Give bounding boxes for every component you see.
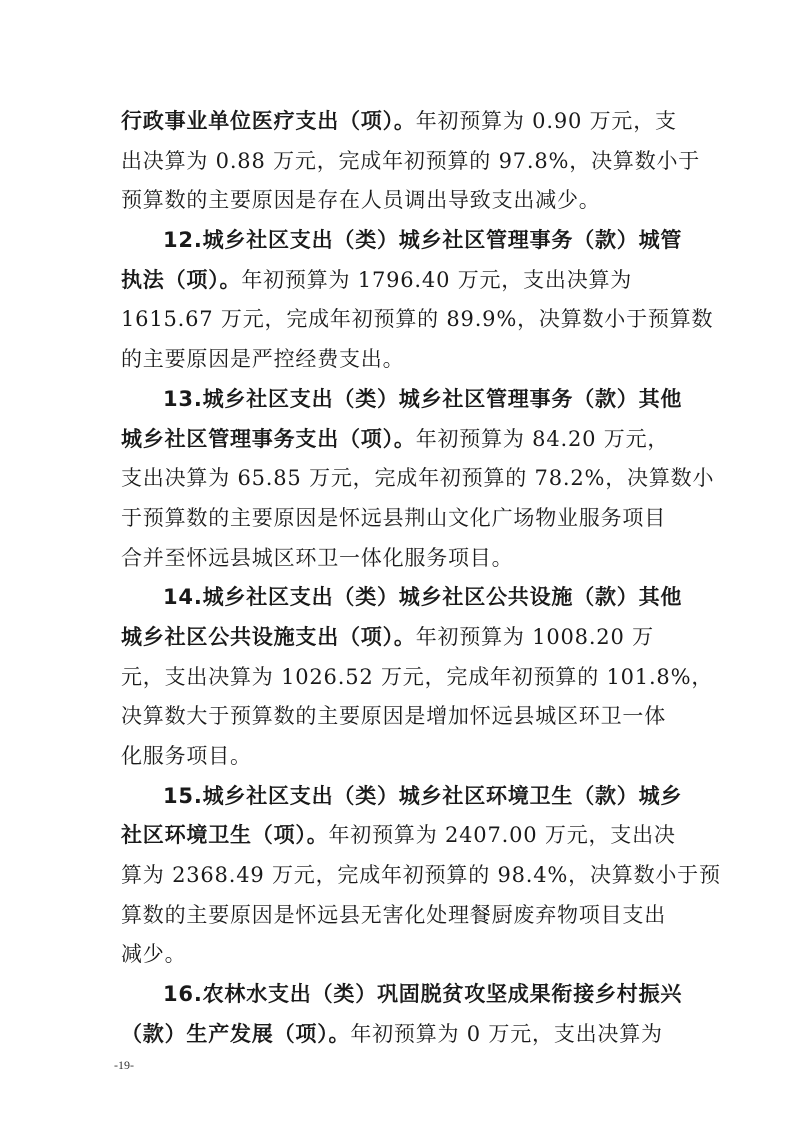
body-text-segment: 出决算为 0.88 万元，完成年初预算的 97.8%，决算数小于 xyxy=(121,148,701,173)
text-line xyxy=(121,935,681,975)
bold-heading-text: 城乡社区管理事务支出（项）。 xyxy=(121,426,416,451)
text-line xyxy=(121,261,681,301)
body-text-segment: 合并至怀远县城区环卫一体化服务项目。 xyxy=(121,545,514,570)
bold-heading-text: （款）生产发展（项）。 xyxy=(121,1021,351,1046)
text-line xyxy=(121,539,681,579)
body-text-segment: 年初预算为 84.20 万元， xyxy=(415,426,670,451)
body-text-segment: 1615.67 万元，完成年初预算的 89.9%，决算数小于预算数 xyxy=(121,307,714,332)
body-text-segment: 年初预算为 0.90 万元，支 xyxy=(415,109,677,133)
text-line xyxy=(121,856,721,896)
bold-heading-text: 14.城乡社区支出（类）城乡社区公共设施（款）其他 xyxy=(163,585,683,610)
text-line xyxy=(121,697,681,737)
text-line xyxy=(121,975,681,1015)
bold-heading-text: 社区环境卫生（项）。 xyxy=(121,823,329,848)
body-text-segment: 预算数的主要原因是存在人员调出导致支出减少。 xyxy=(121,188,601,213)
body-text-segment: 化服务项目。 xyxy=(121,744,252,768)
body-text-segment: 决算数大于预算数的主要原因是增加怀远县城区环卫一体 xyxy=(121,704,666,729)
text-line xyxy=(121,777,681,817)
body-text-segment: 减少。 xyxy=(121,942,187,967)
body-text-segment: 算为 2368.49 万元，完成年初预算的 98.4%，决算数小于预 xyxy=(121,863,721,888)
bold-heading-text: 13.城乡社区支出（类）城乡社区管理事务（款）其他 xyxy=(163,386,683,411)
text-line xyxy=(121,737,681,777)
body-text-segment: 支出决算为 65.85 万元，完成年初预算的 78.2%，决算数小 xyxy=(121,466,715,491)
bold-heading-text: 12.城乡社区支出（类）城乡社区管理事务（款）城管 xyxy=(163,228,683,253)
page-number: -19- xyxy=(114,1058,134,1072)
text-line xyxy=(121,340,681,380)
text-line xyxy=(121,816,681,856)
body-text-segment: 年初预算为 1008.20 万 xyxy=(415,624,654,649)
text-line xyxy=(121,181,681,221)
body-text-segment: 年初预算为 1796.40 万元，支出决算为 xyxy=(241,267,633,292)
bold-heading-text: 行政事业单位医疗支出（项）。 xyxy=(121,109,416,133)
text-line xyxy=(121,380,681,420)
text-line xyxy=(121,578,681,618)
body-text-segment: 的主要原因是严控经费支出。 xyxy=(121,347,405,372)
body-text-segment: 算数的主要原因是怀远县无害化处理餐厨废弃物项目支出 xyxy=(121,902,666,927)
body-text xyxy=(121,102,721,1055)
bold-heading-text: 城乡社区公共设施支出（项）。 xyxy=(121,624,416,649)
body-text-segment: 年初预算为 2407.00 万元，支出决 xyxy=(328,823,676,848)
text-line xyxy=(121,221,681,261)
text-line xyxy=(121,420,681,460)
body-text-segment: 年初预算为 0 万元，支出决算为 xyxy=(350,1021,663,1046)
text-line xyxy=(121,499,681,539)
bold-heading-text: 16.农林水支出（类）巩固脱贫攻坚成果衔接乡村振兴 xyxy=(163,982,683,1007)
bold-heading-text: 15.城乡社区支出（类）城乡社区环境卫生（款）城乡 xyxy=(163,783,683,808)
text-line xyxy=(121,1015,681,1055)
body-text-segment: 元，支出决算为 1026.52 万元，完成年初预算的 101.8%， xyxy=(121,664,714,689)
text-line xyxy=(121,618,681,658)
body-text-segment: 于预算数的主要原因是怀远县荆山文化广场物业服务项目 xyxy=(121,505,666,530)
text-line xyxy=(121,896,681,936)
text-line xyxy=(121,300,714,340)
text-line xyxy=(121,102,681,142)
text-line xyxy=(121,459,715,499)
text-line xyxy=(121,658,714,698)
text-line xyxy=(121,142,701,182)
bold-heading-text: 执法（项）。 xyxy=(121,267,242,292)
